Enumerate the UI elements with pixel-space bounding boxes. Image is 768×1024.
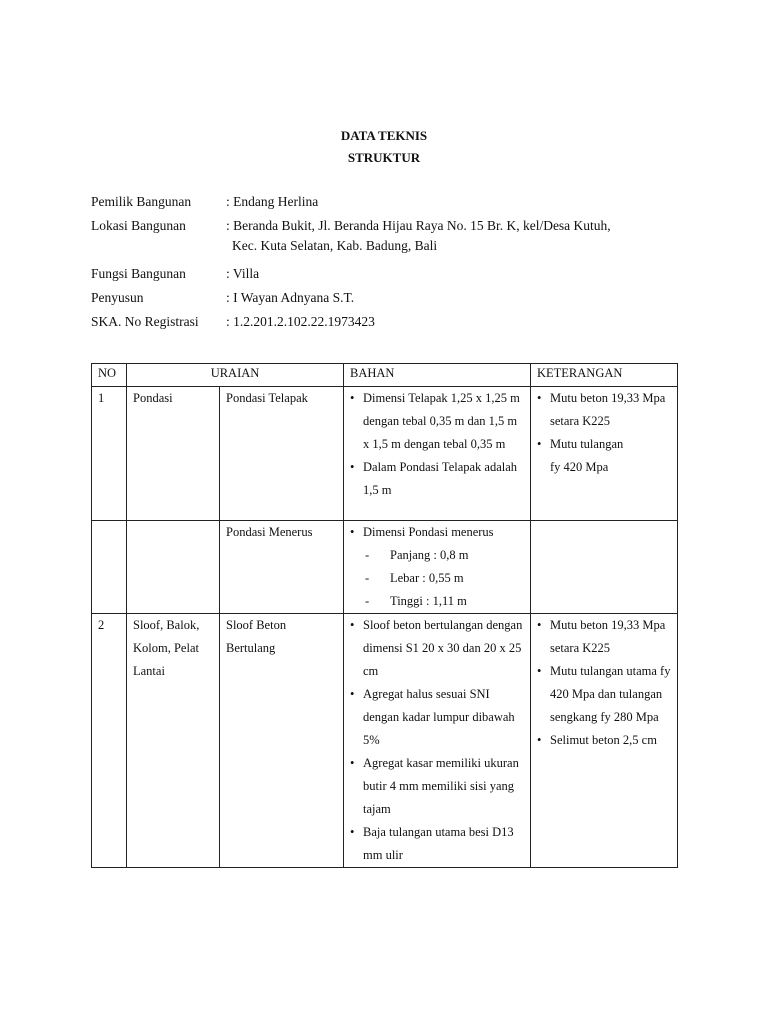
- cell-bahan: [344, 614, 531, 868]
- list-item: • Mutu beton 19,33 Mpa setara K225: [537, 387, 671, 433]
- info-label: Fungsi Bangunan: [91, 266, 186, 281]
- info-value: : Beranda Bukit, Jl. Beranda Hijau Raya No. 15 Br. K, kel/Desa Kutuh,: [226, 218, 611, 233]
- cell-no: 1: [92, 387, 127, 521]
- list-item: • Mutu tulangan: [537, 433, 671, 456]
- cell-keterangan: [531, 521, 678, 614]
- dash-item: - Lebar : 0,55 m: [350, 567, 524, 590]
- info-value-continued: Kec. Kuta Selatan, Kab. Badung, Bali: [232, 238, 438, 253]
- header-keterangan: KETERANGAN: [531, 364, 678, 387]
- list-item: • Agregat kasar memiliki ukuran butir 4 mm memiliki sisi yang tajam: [350, 752, 524, 821]
- cell-uraian-item: Pondasi Telapak: [220, 387, 344, 521]
- document-title: DATA TEKNIS: [340, 128, 428, 143]
- list-item: • Baja tulangan utama besi D13 mm ulir: [350, 821, 524, 867]
- info-value: : Endang Herlina: [226, 194, 319, 209]
- table-row: [92, 387, 678, 521]
- table-row: [92, 521, 678, 614]
- dash-item: - Tinggi : 1,11 m: [350, 590, 524, 613]
- list-item: • Dimensi Pondasi menerus: [350, 521, 524, 544]
- cell-keterangan: [531, 614, 678, 868]
- cell-uraian-category: [127, 521, 220, 614]
- header-bahan: BAHAN: [344, 364, 531, 387]
- list-item: • Mutu tulangan utama fy 420 Mpa dan tulangan sengkang fy 280 Mpa: [537, 660, 671, 729]
- info-label: Lokasi Bangunan: [91, 218, 186, 233]
- table-row: [92, 614, 678, 868]
- cell-no: 2: [92, 614, 127, 868]
- info-value: : Villa: [226, 266, 260, 281]
- list-item: • Mutu beton 19,33 Mpa setara K225: [537, 614, 671, 660]
- technical-data-table: [91, 363, 678, 868]
- header-no: NO: [92, 364, 127, 387]
- list-item: • Sloof beton bertulangan dengan dimensi S1 20 x 30 dan 20 x 25 cm: [350, 614, 524, 683]
- table-header-row: [92, 364, 678, 387]
- cell-bahan: [344, 387, 531, 521]
- list-item: • Dalam Pondasi Telapak adalah 1,5 m: [350, 456, 524, 502]
- header-uraian: URAIAN: [127, 364, 344, 387]
- list-item-continued: fy 420 Mpa: [550, 460, 609, 474]
- info-label: Penyusun: [91, 290, 144, 305]
- cell-uraian-category: Pondasi: [127, 387, 220, 521]
- cell-uraian-category: Sloof, Balok, Kolom, Pelat Lantai: [127, 614, 220, 868]
- cell-no: [92, 521, 127, 614]
- cell-keterangan: [531, 387, 678, 521]
- list-item: • Selimut beton 2,5 cm: [537, 729, 671, 752]
- cell-uraian-item: Pondasi Menerus: [220, 521, 344, 614]
- info-label: SKA. No Registrasi: [91, 314, 199, 329]
- info-label: Pemilik Bangunan: [91, 194, 192, 209]
- document-subtitle: STRUKTUR: [347, 150, 421, 165]
- list-item: • Dimensi Telapak 1,25 x 1,25 m dengan tebal 0,35 m dan 1,5 m x 1,5 m dengan tebal 0,35 m: [350, 387, 524, 456]
- cell-bahan: [344, 521, 531, 614]
- dash-item: - Panjang : 0,8 m: [350, 544, 524, 567]
- list-item: • Agregat halus sesuai SNI dengan kadar lumpur dibawah 5%: [350, 683, 524, 752]
- info-value: : 1.2.201.2.102.22.1973423: [226, 314, 375, 329]
- info-value: : I Wayan Adnyana S.T.: [226, 290, 355, 305]
- cell-uraian-item: Sloof Beton Bertulang: [220, 614, 344, 868]
